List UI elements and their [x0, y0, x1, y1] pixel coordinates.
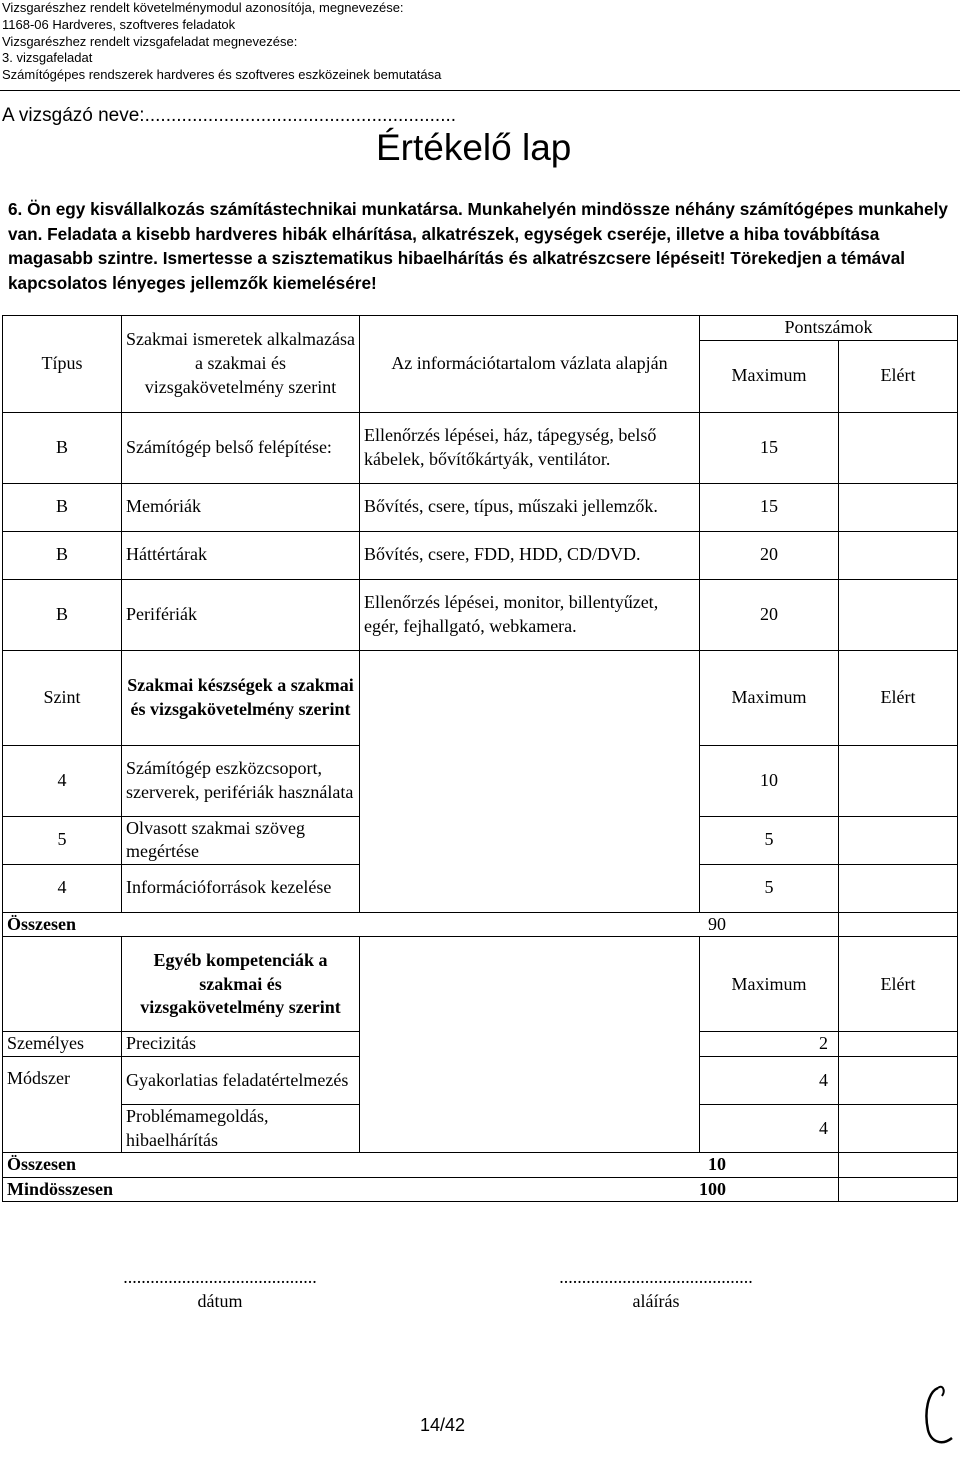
- info-cell: Ellenőrzés lépései, ház, tápegység, belső kábelek, bővítőkártyák, ventilátor.: [360, 412, 700, 483]
- type-cell: B: [3, 531, 122, 579]
- achieved-cell: [839, 412, 958, 483]
- achieved-cell: [839, 531, 958, 579]
- max-cell: 5: [700, 816, 839, 864]
- page-number: 14/42: [420, 1415, 466, 1435]
- sign-signature-block: [516, 1265, 796, 1313]
- skills-blank-cell: [360, 650, 700, 912]
- skill-cell: Olvasott szakmai szöveg megértése: [122, 816, 360, 864]
- skills-max-header: Maximum: [700, 650, 839, 745]
- max-cell: 4: [700, 1056, 839, 1104]
- subtotal-value: 90: [708, 913, 726, 934]
- achieved-cell: [839, 1177, 958, 1202]
- subtotal-row: [3, 1153, 958, 1178]
- type-cell: B: [3, 483, 122, 531]
- category-cell: Személyes: [3, 1032, 122, 1057]
- skill-cell: Számítógép eszközcsoport, szerverek, perifériák használata: [122, 745, 360, 816]
- skills-header-row: [3, 650, 958, 745]
- header-line: Vizsgarészhez rendelt vizsgafeladat megnevezése:: [2, 33, 298, 49]
- max-cell: 4: [700, 1104, 839, 1152]
- header-line: Számítógépes rendszerek hardveres és szoftveres eszközeinek bemutatása: [2, 67, 442, 83]
- info-cell: Bővítés, csere, típus, műszaki jellemzők.: [360, 483, 700, 531]
- col-max-header: Maximum: [700, 340, 839, 412]
- sign-dots: ...........................................: [559, 1267, 753, 1287]
- skill-cell: Problémamegoldás, hibaelhárítás: [122, 1104, 360, 1152]
- topic-cell: Memóriák: [122, 483, 360, 531]
- level-cell: 4: [3, 745, 122, 816]
- date-label: dátum: [197, 1291, 243, 1311]
- category-cell: Módszer: [3, 1056, 122, 1152]
- topic-cell: Háttértárak: [122, 531, 360, 579]
- table-row: [3, 579, 958, 650]
- grand-total-value: 100: [699, 1178, 726, 1199]
- task-description: 6. Ön egy kisvállalkozás számítástechnikai munkatársa. Munkahelyén mindössze néhány számítógépes munkahely van. Feladata a kisebb hardveres hibák elhárítása, alkatrészek, egységek cseréje, illetve a hiba továbbítása magasabb szintre. Ismertesse a szisztematikus hibaelhárítás és alkatrészcsere lépéseit! Törekedjen a témával kapcsolatos lényeges jellemzők kiemelésére!: [8, 199, 948, 293]
- table-row: [3, 412, 958, 483]
- date-dots: ...........................................: [123, 1267, 317, 1287]
- achieved-cell: [839, 864, 958, 912]
- level-cell: 4: [3, 864, 122, 912]
- page-title: Értékelő lap: [376, 127, 572, 168]
- max-cell: 5: [700, 864, 839, 912]
- header-line: Vizsgarészhez rendelt követelménymodul azonosítója, megnevezése:: [2, 0, 404, 15]
- achieved-cell: [839, 816, 958, 864]
- header-divider: [0, 90, 960, 91]
- table-row: [3, 483, 958, 531]
- table-row: [3, 531, 958, 579]
- subtotal-value: 10: [708, 1154, 726, 1175]
- max-cell: 20: [700, 579, 839, 650]
- skill-cell: Precizitás: [122, 1032, 360, 1057]
- info-cell: Ellenőrzés lépései, monitor, billentyűzet, egér, fejhallgató, webkamera.: [360, 579, 700, 650]
- sign-label: aláírás: [632, 1291, 680, 1311]
- subtotal-label: Összesen: [7, 1154, 76, 1175]
- col-level-header: Szint: [3, 650, 122, 745]
- max-cell: 20: [700, 531, 839, 579]
- skill-cell: Gyakorlatias feladatértelmezés: [122, 1056, 360, 1104]
- max-cell: 15: [700, 412, 839, 483]
- other-blank-info: [360, 937, 700, 1153]
- col-info-header: Az információtartalom vázlata alapján: [360, 316, 700, 413]
- examinee-name-line: A vizsgázó neve:...........................................................: [2, 105, 457, 126]
- achieved-cell: [839, 1153, 958, 1178]
- handwritten-signature-icon: [918, 1382, 956, 1452]
- col-knowledge-header: Szakmai ismeretek alkalmazása a szakmai és vizsgakövetelmény szerint: [122, 316, 360, 413]
- col-points-header: Pontszámok: [700, 316, 958, 341]
- other-header-row: [3, 937, 958, 1032]
- type-cell: B: [3, 412, 122, 483]
- evaluation-table: [2, 315, 958, 1202]
- skills-header-label: Szakmai készségek a szakmai és vizsgakövetelmény szerint: [122, 650, 360, 745]
- achieved-cell: [839, 1032, 958, 1057]
- topic-cell: Perifériák: [122, 579, 360, 650]
- skill-cell: Információforrások kezelése: [122, 864, 360, 912]
- skills-achieved-header: Elért: [839, 650, 958, 745]
- type-cell: B: [3, 579, 122, 650]
- header-line: 3. vizsgafeladat: [2, 50, 93, 66]
- header-line: 1168-06 Hardveres, szoftveres feladatok: [2, 16, 236, 32]
- other-achieved-header: Elért: [839, 937, 958, 1032]
- col-type-header: Típus: [3, 316, 122, 413]
- col-achieved-header: Elért: [839, 340, 958, 412]
- date-signature-block: [80, 1265, 360, 1313]
- page-header: [2, 0, 952, 84]
- max-cell: 10: [700, 745, 839, 816]
- info-cell: Bővítés, csere, FDD, HDD, CD/DVD.: [360, 531, 700, 579]
- max-cell: 2: [700, 1032, 839, 1057]
- achieved-cell: [839, 912, 958, 937]
- achieved-cell: [839, 1056, 958, 1104]
- topic-cell: Számítógép belső felépítése:: [122, 412, 360, 483]
- subtotal-row: [3, 912, 958, 937]
- grand-total-label: Mindösszesen: [7, 1178, 114, 1199]
- other-max-header: Maximum: [700, 937, 839, 1032]
- other-header-label: Egyéb kompetenciák a szakmai és vizsgakövetelmény szerint: [122, 937, 360, 1032]
- achieved-cell: [839, 579, 958, 650]
- achieved-cell: [839, 1104, 958, 1152]
- level-cell: 5: [3, 816, 122, 864]
- achieved-cell: [839, 483, 958, 531]
- achieved-cell: [839, 745, 958, 816]
- other-blank-cell: [3, 937, 122, 1032]
- max-cell: 15: [700, 483, 839, 531]
- grand-total-row: [3, 1177, 958, 1202]
- subtotal-label: Összesen: [7, 913, 76, 934]
